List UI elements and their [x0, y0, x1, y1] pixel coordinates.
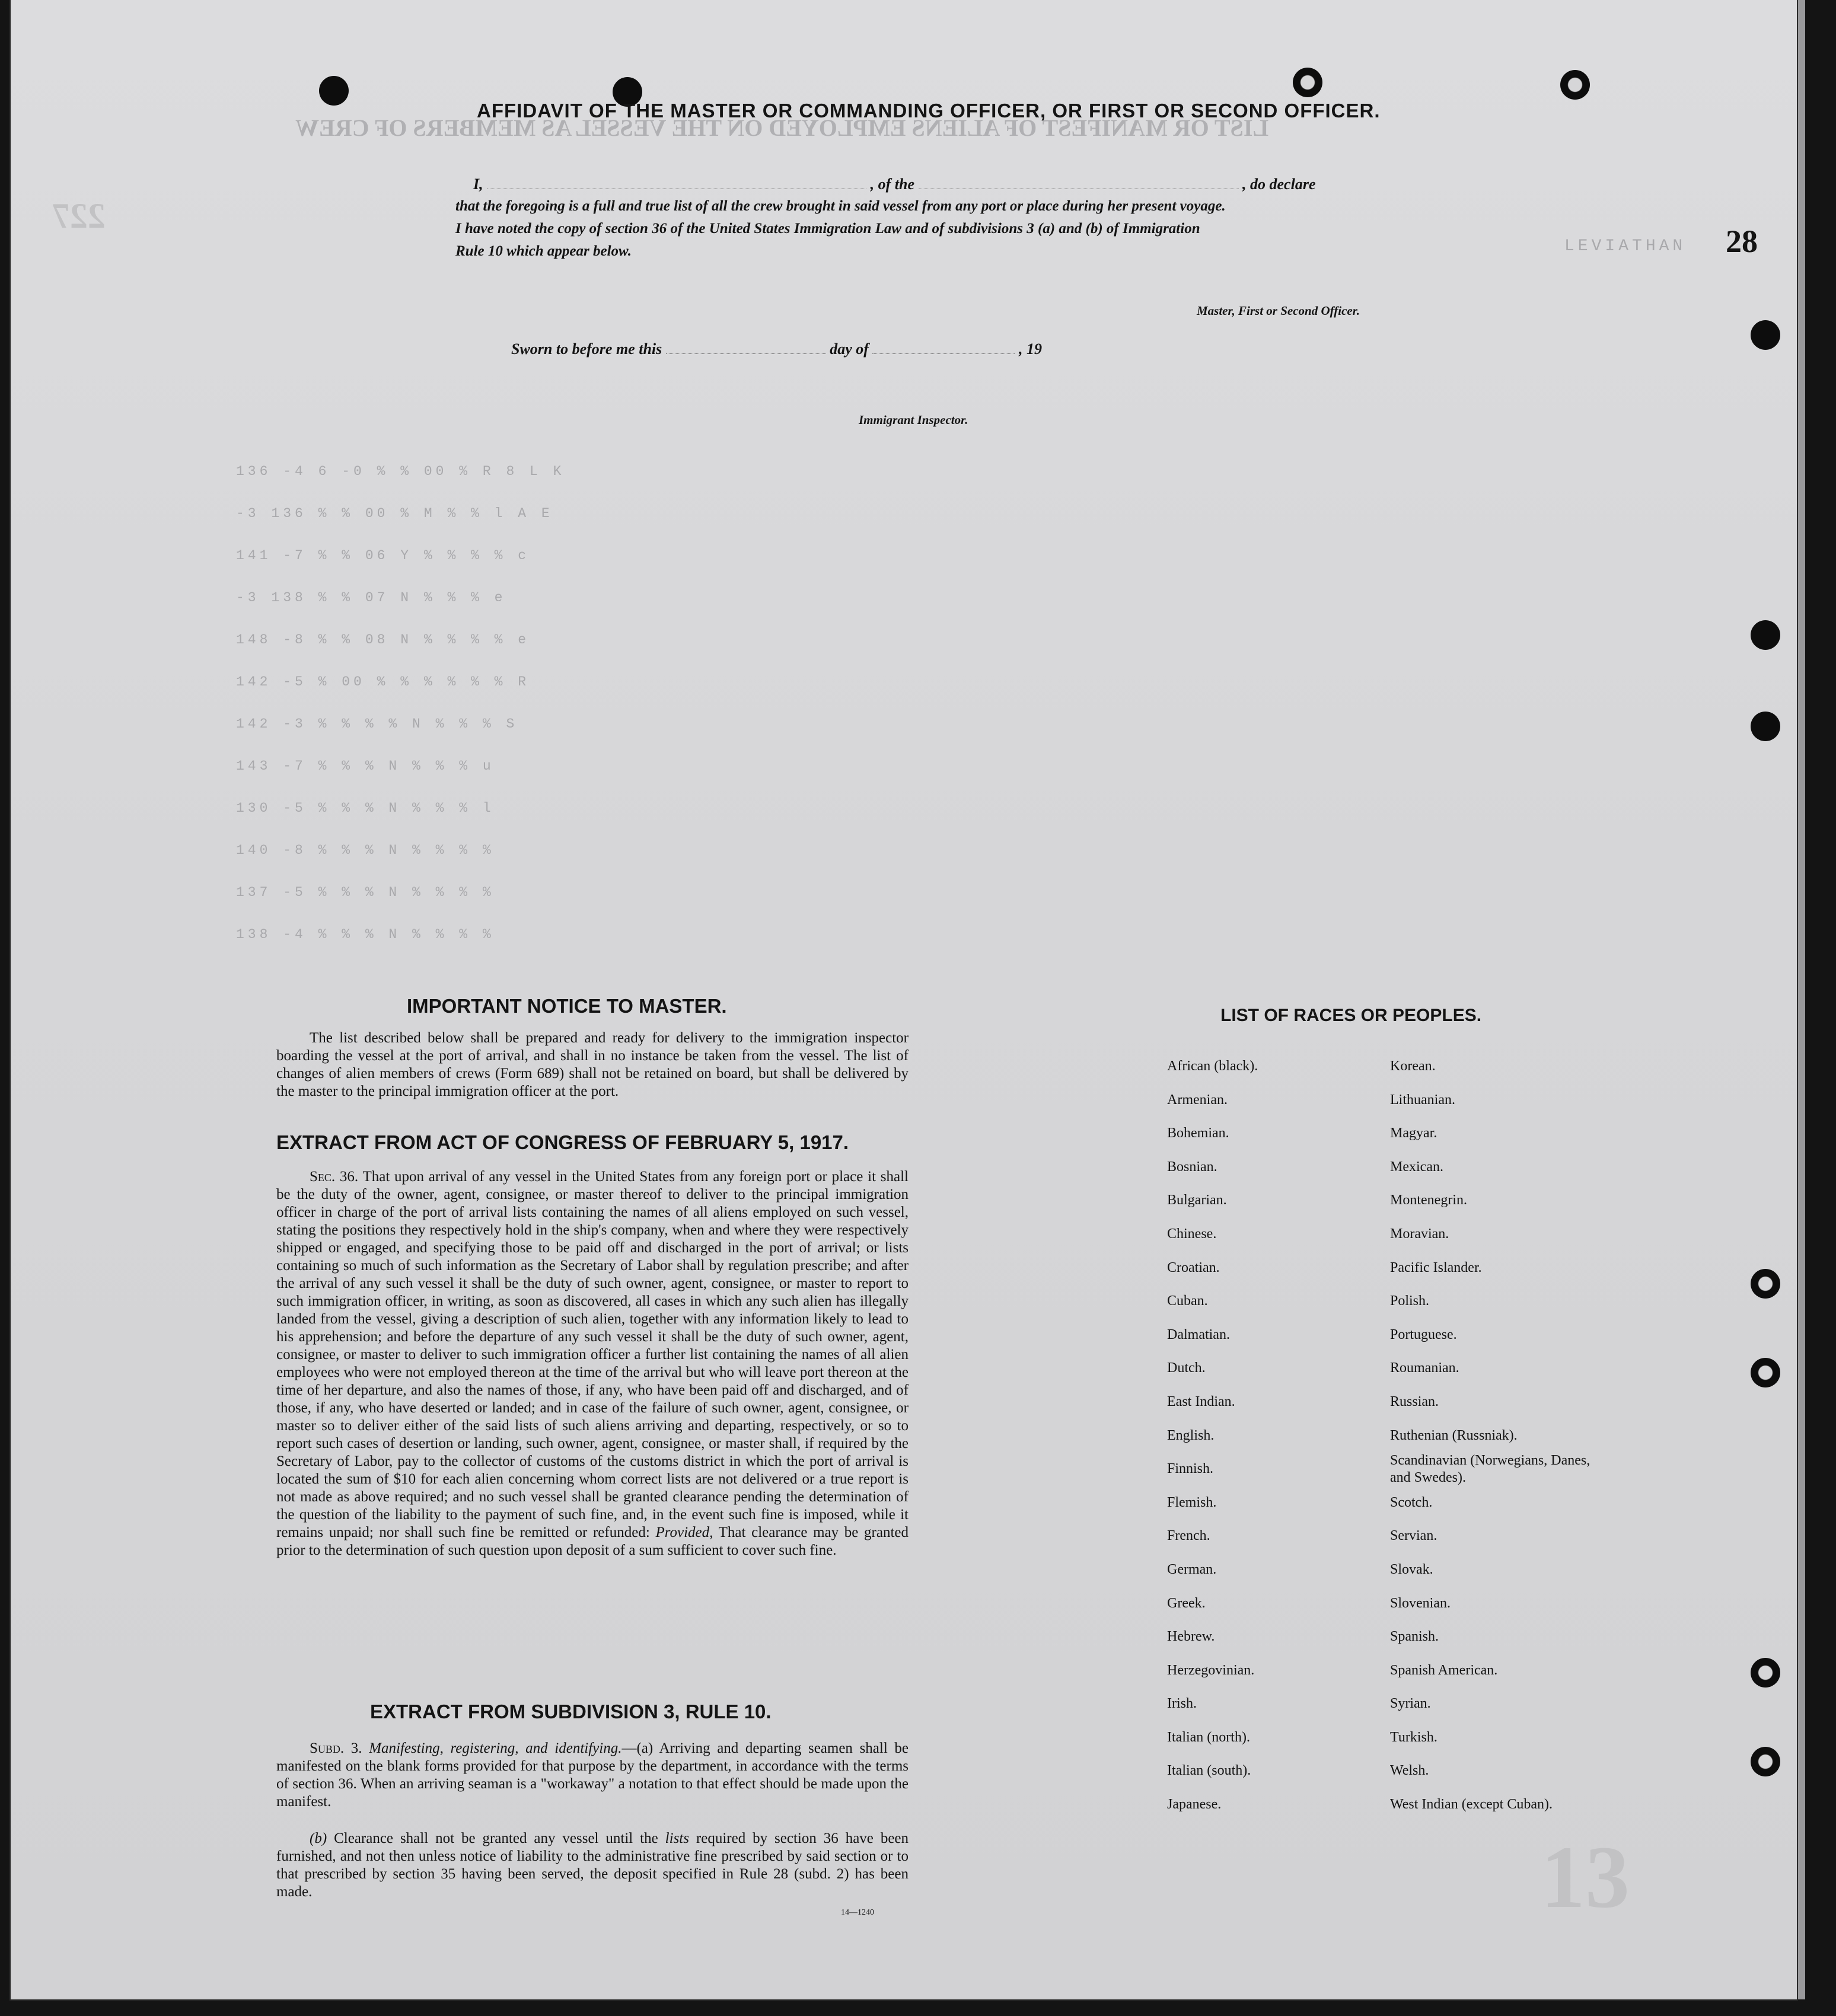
race-item: Scotch. [1390, 1494, 1433, 1510]
race-item: Dutch. [1167, 1360, 1206, 1376]
race-item: Slovenian. [1390, 1595, 1451, 1611]
race-item: Lithuanian. [1390, 1092, 1455, 1108]
punch-hole [319, 76, 349, 106]
race-item: Mexican. [1390, 1159, 1443, 1175]
act-text-a: That upon arrival of any vessel in the United States from any foreign port or place it shall be the duty of the owner, agent, consignee, or master thereof to deliver to the principal immigration officer in charge of the port of arrival lists containing the names of all aliens employed on such vessel, stating the positions they respectively hold in the ship's company, when and where they were respectively shipped or engaged, and specifying those to be paid off and discharged in the port of arrival; or lists containing so much of such information as the Secretary of Labor shall by regulation prescribe; and after the arrival of any such vessel it shall be the duty of such owner, agent, consignee, or master to report to such immigration officer, in writing, as soon as discovered, all cases in which any such alien has illegally landed from the vessel, giving a description of such alien, together with any information likely to lead to his apprehension; and before the departure of any such vessel it shall be the duty of such owner, agent, consignee, or master to deliver to such immigration officer a further list containing the names of all alien employees who were not employed thereon at the time of the arrival but who will leave port thereon at the time of her departure, and also the names of those, if any, who have been paid off and discharged, and of those, if any, who have deserted or landed; and in case of the failure of such owner, agent, consignee, or master so to deliver either of the said lists of such aliens arriving and departing, respectively, or so to report such cases of desertion or landing, such owner, agent, consignee, or master shall, if required by the Secretary of Labor, pay to the collector of customs of the customs district in which the port of arrival is located the sum of $10 for each alien concerning whom correct lists are not delivered or a true report is not made as above required; and no such vessel shall be granted clearance pending the determination of the question of the liability to the payment of such fine, and, in the event such fine is imposed, while it remains unpaid; nor shall such fine be remitted or refunded: [276, 1169, 909, 1540]
races-column-2 [1390, 1050, 1604, 1822]
page-number: 28 [1726, 224, 1758, 259]
sworn-line [511, 340, 1042, 358]
race-item: Finnish. [1167, 1461, 1214, 1477]
b-lists: lists [665, 1830, 689, 1846]
race-item: Ruthenian (Russniak). [1390, 1427, 1518, 1443]
act-heading: EXTRACT FROM ACT OF CONGRESS OF FEBRUARY 5, 1917. [276, 1131, 849, 1153]
race-item: Chinese. [1167, 1226, 1217, 1242]
punch-hole [1751, 1358, 1780, 1387]
race-item: Herzegovinian. [1167, 1662, 1255, 1678]
punch-hole [1751, 712, 1780, 741]
race-item: African (black). [1167, 1058, 1258, 1074]
race-item: Slovak. [1390, 1561, 1433, 1577]
affidavit-line-4: Rule 10 which appear below. [455, 243, 632, 259]
punch-hole [1560, 70, 1590, 100]
race-item: Scandinavian (Norwegians, Danes, and Swedes). [1390, 1453, 1590, 1486]
race-item: Pacific Islander. [1390, 1259, 1482, 1275]
act-text-b: That clearance may be granted prior to the determination of such question upon deposit of a sum sufficient to cover such fine. [276, 1524, 909, 1558]
affidavit-line-2: that the foregoing is a full and true list of all the crew brought in said vessel from any port or place during her present voyage. [455, 198, 1226, 214]
race-item: Polish. [1390, 1293, 1430, 1309]
punch-hole [1751, 620, 1780, 650]
race-item: Spanish American. [1390, 1662, 1498, 1678]
b-text-1: Clearance shall not be granted any vessel until the [334, 1830, 658, 1846]
punch-hole [1751, 320, 1780, 350]
race-item: Greek. [1167, 1595, 1206, 1611]
rule-subd-b [276, 1830, 909, 1901]
race-item: Armenian. [1167, 1092, 1228, 1108]
sec-label: Sec. 36. [310, 1169, 359, 1185]
rule-subd-a [276, 1740, 909, 1811]
bleed-through-stamp: 13 [1541, 1828, 1630, 1926]
page-edge [1798, 0, 1805, 1999]
form-number: 14—1240 [841, 1908, 874, 1917]
act-text [276, 1168, 909, 1559]
race-item: Moravian. [1390, 1226, 1449, 1242]
affidavit-title: AFFIDAVIT OF THE MASTER OR COMMANDING OFFICER, OR FIRST OR SECOND OFFICER. [477, 100, 1381, 122]
affidavit-line-1 [473, 176, 1420, 193]
race-item: Dalmatian. [1167, 1326, 1230, 1342]
subd-a-text: —(a) Arriving and departing seamen shall be manifested on the blank forms provided for that purpose by the department, in accordance with the terms of section 36. When an arriving seaman is a "workaway" a notation to that effect should be made upon the manifest. [276, 1740, 909, 1810]
race-item: German. [1167, 1561, 1217, 1577]
notice-heading: IMPORTANT NOTICE TO MASTER. [407, 995, 727, 1017]
race-item: Syrian. [1390, 1696, 1431, 1712]
race-item: English. [1167, 1427, 1215, 1443]
race-item: Italian (north). [1167, 1729, 1250, 1745]
provided-word: Provided, [655, 1524, 713, 1540]
day-of-text: day of [830, 340, 869, 358]
bleed-through-rows: 136 -4 6 -0 % % 00 % R 8 L K -3 136 % % 00 % M % % l A E 141 -7 % % 06 Y % % % % c -3 138 % % 07 N % % % e 148 -8 % % 08 N % % % % e 142 -5 % 00 % % % % % % R 142 -3 % % % % N % % % S 143 -7 % % % N % % % u 130 -5 % % % N % % % l 140 -8 % % % N % % % % 137 -5 % % % N % % % % 138 -4 % % % N % % % % [236, 464, 565, 942]
race-item: West Indian (except Cuban). [1390, 1797, 1553, 1813]
affidavit-declare: , do declare [1242, 176, 1316, 193]
race-item: Turkish. [1390, 1729, 1437, 1745]
race-item: Portuguese. [1390, 1326, 1457, 1342]
b-text-2: required by section 36 have been furnished, and not then unless notice of liability to the administrative fine prescribed by said section or to that prescribed by section 35 having been served, the deposit specified in Rule 28 (subd. 2) has been made. [276, 1830, 909, 1900]
bleed-through-number: 227 [52, 196, 106, 235]
punch-hole [1293, 68, 1322, 97]
document-page [11, 0, 1797, 1999]
races-heading: LIST OF RACES OR PEOPLES. [1220, 1006, 1482, 1025]
affidavit-i: I, [473, 176, 483, 193]
race-item: Servian. [1390, 1528, 1437, 1544]
sworn-month-blank [872, 353, 1015, 354]
subd-label: Subd. 3. [310, 1740, 362, 1756]
notice-text: The list described below shall be prepared and ready for delivery to the immigration inspector boarding the vessel at the port of arrival, and shall in no instance be taken from the vessel. The list of changes of alien members of crews (Form 689) shall not be retained on board, but shall be delivered by the master to the principal immigration officer at the port. [276, 1030, 909, 1099]
sworn-text: Sworn to before me this [511, 340, 662, 358]
race-item: Magyar. [1390, 1125, 1437, 1141]
subd-title: Manifesting, registering, and identifying. [369, 1740, 622, 1756]
race-item: Bulgarian. [1167, 1192, 1227, 1208]
race-item: Japanese. [1167, 1797, 1222, 1813]
race-item: Russian. [1390, 1393, 1439, 1409]
sworn-day-blank [666, 353, 826, 354]
races-column-1 [1167, 1050, 1258, 1822]
year-text: , 19 [1018, 340, 1042, 358]
race-item: Croatian. [1167, 1259, 1220, 1275]
race-item: Roumanian. [1390, 1360, 1459, 1376]
race-item: Hebrew. [1167, 1629, 1215, 1645]
race-item: Korean. [1390, 1058, 1436, 1074]
affidavit-line-3: I have noted the copy of section 36 of the United States Immigration Law and of subdivisions 3 (a) and (b) of Immigration [455, 221, 1200, 237]
race-item: Italian (south). [1167, 1763, 1251, 1779]
affidavit-of-the: , of the [870, 176, 915, 193]
race-item: Bosnian. [1167, 1159, 1217, 1175]
race-item: Montenegrin. [1390, 1192, 1467, 1208]
race-item: Flemish. [1167, 1494, 1217, 1510]
race-item: Spanish. [1390, 1629, 1439, 1645]
b-label: (b) [310, 1830, 327, 1846]
master-signature-label: Master, First or Second Officer. [1197, 304, 1360, 318]
punch-hole [1751, 1747, 1780, 1776]
punch-hole [1751, 1658, 1780, 1688]
rule-heading: EXTRACT FROM SUBDIVISION 3, RULE 10. [370, 1701, 772, 1722]
race-item: East Indian. [1167, 1393, 1235, 1409]
punch-hole [1751, 1269, 1780, 1299]
race-item: Irish. [1167, 1696, 1197, 1712]
inspector-label: Immigrant Inspector. [859, 413, 968, 427]
bleed-through-vessel: LEVIATHAN [1564, 237, 1687, 256]
race-item: French. [1167, 1528, 1210, 1544]
bleed-through-header: LIST OR MANIFEST OF ALIENS EMPLOYED ON THE VESSEL AS MEMBERS OF CREW [295, 114, 1269, 141]
race-item: Bohemian. [1167, 1125, 1229, 1141]
race-item: Welsh. [1390, 1763, 1429, 1779]
race-item: Cuban. [1167, 1293, 1208, 1309]
